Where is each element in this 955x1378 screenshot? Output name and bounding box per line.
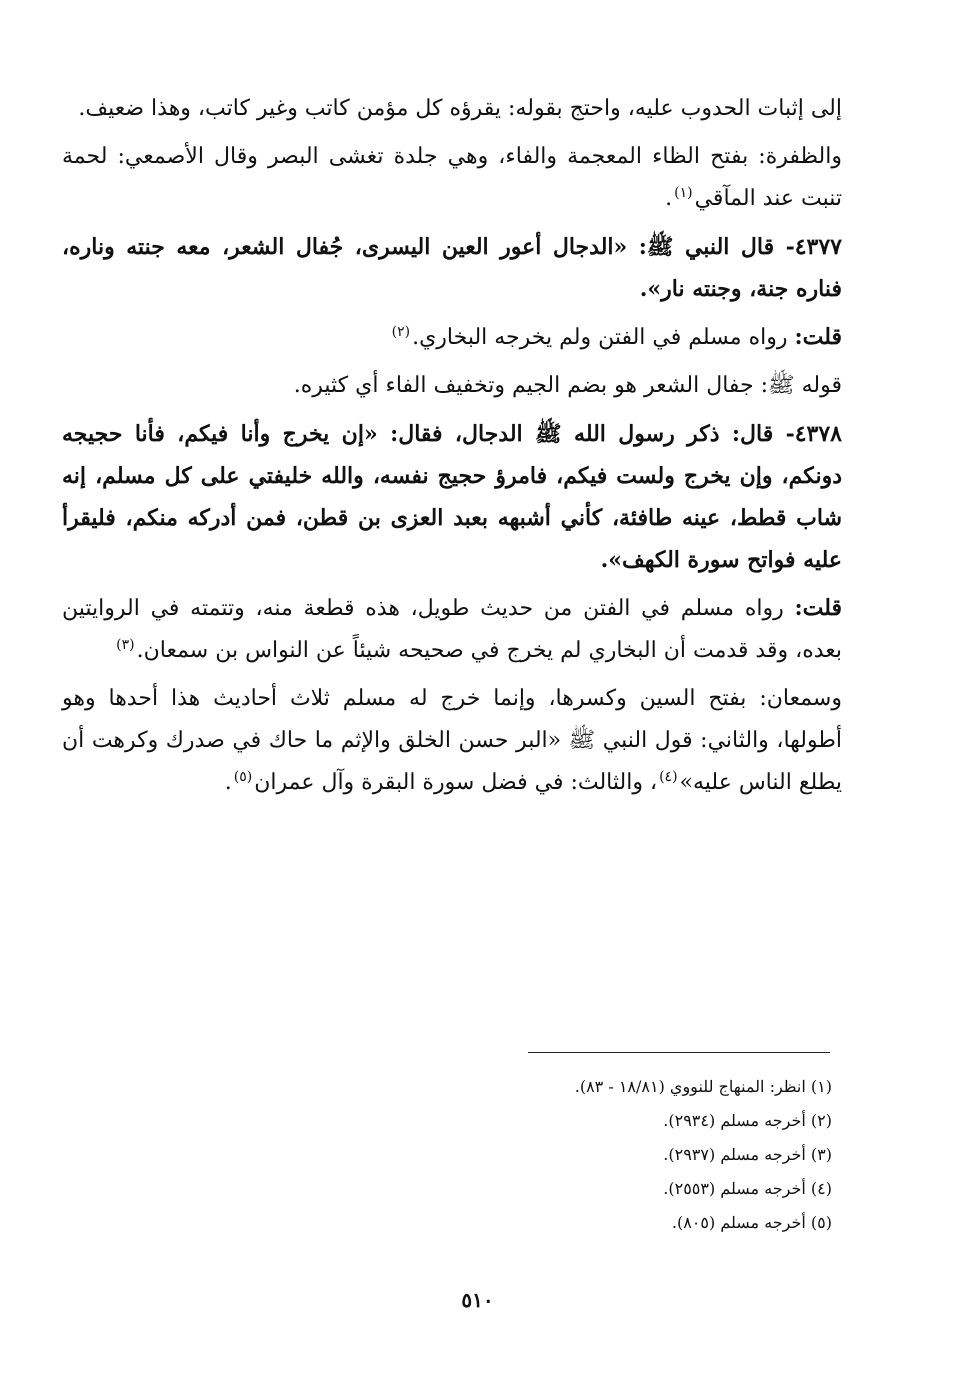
comment-1-label: قلت:	[794, 324, 842, 350]
comment-2-label: قلت:	[794, 595, 842, 621]
footnote-2: (٢) أخرجه مسلم (٢٩٣٤).	[663, 1111, 832, 1130]
footnote-3: (٣) أخرجه مسلم (٢٩٣٧).	[663, 1145, 832, 1164]
hadith-4378: ٤٣٧٨- قال: ذكر رسول الله ﷺ الدجال، فقال: «إن يخرج وأنا فيكم، فأنا حجيجه دونكم، وإن يخرج ولست فيكم، فامرؤ حجيج نفسه، والله خليفتي على كل مسلم، إنه شاب قطط، عينه طافئة، كأني أشبهه بعبد العزى بن قطن، فمن أدركه منكم، فليقرأ عليه فواتح سورة الكهف».	[62, 421, 842, 573]
footnote-5: (٥) أخرجه مسلم (٨٠٥).	[671, 1213, 832, 1232]
page-body	[62, 88, 842, 810]
comment-1	[62, 316, 842, 359]
comment-1-text: رواه مسلم في الفتن ولم يخرجه البخاري.	[412, 325, 788, 350]
footnotes	[330, 1070, 832, 1240]
paragraph-2	[62, 136, 842, 220]
paragraph-3: قوله ﷺ: جفال الشعر هو بضم الجيم وتخفيف الفاء أي كثيره.	[293, 373, 842, 398]
hadith-4377: ٤٣٧٧- قال النبي ﷺ: «الدجال أعور العين اليسرى، جُفال الشعر، معه جنته وناره، فناره جنة، وجنته نار».	[62, 234, 842, 302]
footnote-4: (٤) أخرجه مسلم (٢٥٥٣).	[663, 1179, 832, 1198]
paragraph-4-mid: ، والثالث: في فضل سورة البقرة وآل عمران	[254, 770, 658, 795]
footnote-ref-1[interactable]: (١)	[674, 184, 693, 201]
page-number: ٥١٠	[461, 1288, 494, 1312]
footnote-divider	[528, 1052, 830, 1053]
footnote-ref-5[interactable]: (٥)	[233, 768, 253, 785]
footnote-ref-2[interactable]: (٢)	[391, 323, 411, 340]
paragraph-4	[62, 678, 842, 804]
paragraph-4-end: .	[224, 770, 232, 795]
footnote-1: (١) انظر: المنهاج للنووي (١٨/٨١ - ٨٣).	[574, 1077, 832, 1096]
paragraph-1: إلى إثبات الحدوب عليه، واحتج بقوله: يقرؤه كل مؤمن كاتب وغير كاتب، وهذا ضعيف.	[78, 96, 842, 121]
footnote-ref-4[interactable]: (٤)	[659, 768, 678, 785]
comment-2	[62, 587, 842, 672]
footnote-ref-3[interactable]: (٣)	[116, 636, 135, 653]
paragraph-4-text: وسمعان: بفتح السين وكسرها، وإنما خرج له مسلم ثلاث أحاديث هذا أحدها وهو أطولها، والثاني: قول النبي ﷺ «البر حسن الخلق والإثم ما حاك في صدرك وكرهت أن يطلع الناس عليه»	[62, 686, 842, 795]
comment-2-text: رواه مسلم في الفتن من حديث طويل، هذه قطعة منه، وتتمته في الروايتين بعده، وقد قدمت أن البخاري لم يخرج في صحيحه شيئاً عن النواس بن سمعان.	[62, 596, 842, 663]
paragraph-2-end: .	[665, 186, 673, 211]
paragraph-2-text: والظفرة: بفتح الظاء المعجمة والفاء، وهي جلدة تغشى البصر وقال الأصمعي: لحمة تنبت عند المآقي	[62, 144, 842, 211]
